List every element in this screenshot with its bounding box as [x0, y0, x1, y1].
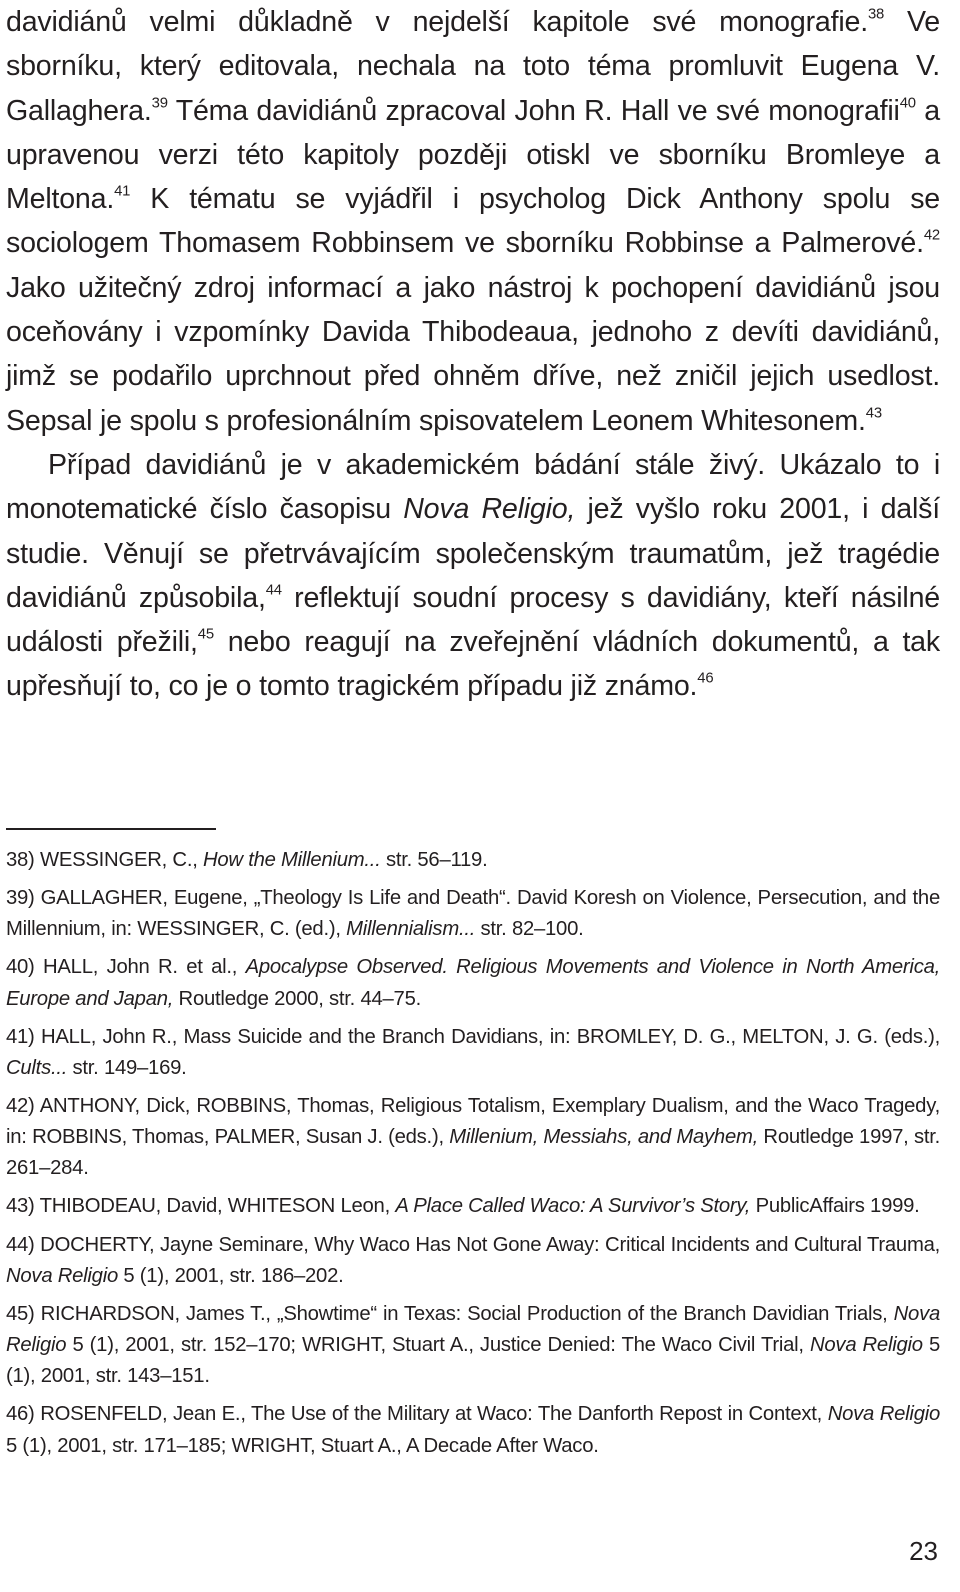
- footnote-ref: 41: [114, 183, 131, 200]
- italic-text: Cults...: [6, 1056, 68, 1079]
- footnote-46: [6, 1399, 940, 1461]
- footnote-42: [6, 1091, 940, 1185]
- footnote-44: [6, 1230, 940, 1292]
- footnote-38: [6, 845, 940, 876]
- footnote-ref: 39: [151, 94, 168, 111]
- text-run: 43) THIBODEAU, David, WHITESON Leon,: [6, 1195, 396, 1218]
- text-run: str. 56–119.: [380, 849, 488, 871]
- text-run: Jako užitečný zdroj informací a jako nástroj k pochopení davidiánů jsou oceňovány i vzpomínky Davida Thibodeaua, jednoho z devíti davidiánů, jimž se podařilo uprchnout před ohněm dříve, než zničil jejich usedlost. Sepsal je spolu s profesionálním spisovatelem Leonem Whitesonem.: [6, 271, 940, 437]
- text-run: Routledge 1997, str. 261–284.: [6, 1126, 940, 1180]
- footnote-ref: 45: [197, 626, 214, 643]
- footnote-separator: [6, 828, 216, 830]
- text-run: 40) HALL, John R. et al.,: [6, 956, 246, 979]
- footnote-ref: 42: [923, 227, 940, 244]
- footnotes: [6, 845, 940, 1469]
- italic-text: Nova Religio: [810, 1334, 923, 1357]
- text-run: 5 (1), 2001, str. 186–202.: [117, 1264, 344, 1287]
- footnote-41: [6, 1022, 940, 1084]
- italic-text: How the Millenium...: [202, 849, 381, 871]
- footnote-ref: 44: [265, 582, 282, 599]
- page-number: 23: [909, 1536, 938, 1566]
- italic-text: Nova Religio,: [403, 493, 576, 526]
- footnote-39: [6, 883, 940, 945]
- main-text: [6, 0, 940, 709]
- footnote-40: [6, 952, 940, 1014]
- text-run: 39) GALLAGHER, Eugene, „Theology Is Life and Death“. David Koresh on Violence, Persecution, and the Millennium, in: WESSINGER, C. (ed.),: [6, 887, 940, 941]
- text-run: 44) DOCHERTY, Jayne Seminare, Why Waco Has Not Gone Away: Critical Incidents and Cultural Trauma,: [6, 1233, 940, 1256]
- italic-text: Nova Religio: [6, 1264, 118, 1287]
- paragraph: [6, 0, 940, 443]
- text-run: 42) ANTHONY, Dick, ROBBINS, Thomas, Religious Totalism, Exemplary Dualism, and the Waco Tragedy, in: ROBBINS, Thomas, PALMER, Susan J. (eds.),: [6, 1094, 940, 1149]
- text-run: 5 (1), 2001, str. 152–170; WRIGHT, Stuart A., Justice Denied: The Waco Civil Trial,: [66, 1334, 810, 1357]
- text-run: str. 149–169.: [67, 1056, 187, 1079]
- italic-text: Millenium, Messiahs, and Mayhem,: [449, 1126, 759, 1149]
- italic-text: Apocalypse Observed. Religious Movements and Violence in North America, Europe and Japan,: [6, 956, 940, 1010]
- footnote-ref: 40: [899, 94, 916, 111]
- text-run: davidiánů velmi důkladně v nejdelší kapitole své monografie.: [6, 6, 868, 38]
- footnote-43: [6, 1191, 940, 1222]
- text-run: a upravenou verzi této kapitoly později otiskl ve sborníku Bromleye a Meltona.: [6, 94, 940, 216]
- text-run: PublicAffairs 1999.: [750, 1195, 920, 1218]
- italic-text: A Place Called Waco: A Survivor’s Story,: [395, 1195, 751, 1218]
- text-run: 5 (1), 2001, str. 143–151.: [6, 1334, 941, 1388]
- text-run: Routledge 2000, str. 44–75.: [173, 987, 421, 1010]
- text-run: 46) ROSENFELD, Jean E., The Use of the Military at Waco: The Danforth Repost in Context,: [6, 1403, 828, 1426]
- text-run: 38) WESSINGER, C.,: [6, 849, 203, 871]
- text-run: 5 (1), 2001, str. 171–185; WRIGHT, Stuart A., A Decade After Waco.: [6, 1434, 599, 1457]
- text-run: 41) HALL, John R., Mass Suicide and the Branch Davidians, in: BROMLEY, D. G., MELTON, J. G. (eds.),: [6, 1025, 940, 1048]
- document-page: [6, 0, 940, 709]
- footnote-ref: 46: [697, 670, 714, 687]
- italic-text: Nova Religio: [827, 1403, 941, 1426]
- text-run: 45) RICHARDSON, James T., „Showtime“ in Texas: Social Production of the Branch Davidian Trials,: [6, 1302, 894, 1325]
- text-run: reflektují soudní procesy s davidiány, kteří násilné události přežili,: [6, 581, 940, 659]
- text-run: jež vyšlo roku 2001, i další studie. Věnují se přetrvávajícím společenským traumatům, jež tragédie davidiánů způsobila,: [6, 493, 940, 614]
- footnote-ref: 43: [865, 405, 882, 422]
- text-run: Případ davidiánů je v akademickém bádání stále živý. Ukázalo to i monotematické číslo časopisu: [6, 448, 940, 526]
- footnote-ref: 38: [867, 6, 885, 23]
- text-run: str. 82–100.: [475, 918, 584, 941]
- italic-text: Nova Religio: [6, 1302, 940, 1357]
- text-run: K tématu se vyjádřil i psycholog Dick Anthony spolu se sociologem Thomasem Robbinsem ve sborníku Robbinse a Palmerové.: [6, 183, 940, 260]
- text-run: nebo reagují na zveřejnění vládních dokumentů, a tak upřesňují to, co je o tomto tragickém případu již známo.: [6, 626, 940, 703]
- text-run: Ve sborníku, který editovala, nechala na toto téma promluvit Eugena V. Gallaghera.: [6, 6, 940, 127]
- italic-text: Millennialism...: [346, 918, 476, 941]
- text-run: Téma davidiánů zpracoval John R. Hall ve své monografii: [167, 94, 900, 127]
- paragraph: [6, 443, 940, 709]
- footnote-45: [6, 1299, 940, 1393]
